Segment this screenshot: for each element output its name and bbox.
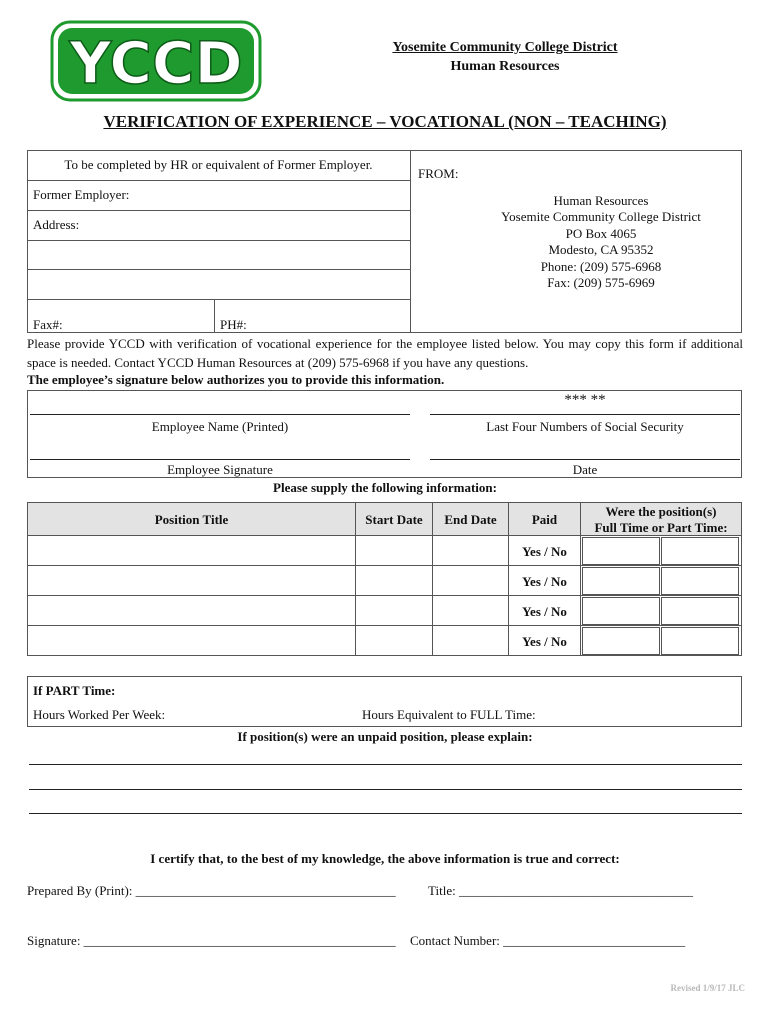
org-name: Yosemite Community College District [392,40,618,55]
row1-pt-box[interactable] [661,537,739,565]
signature-field[interactable]: Signature: ________________________________________________ [27,933,396,948]
from-line: Human Resources [553,193,649,208]
employee-name-label: Employee Name (Printed) [151,419,289,434]
from-address [456,193,746,291]
header-ft-pt-line2: Full Time or Part Time: [594,520,728,535]
address-label[interactable]: Address: [33,217,80,232]
revision-note: Revised 1/9/17 JLC [670,983,745,993]
from-line: PO Box 4065 [565,225,637,241]
row2-paid[interactable]: Yes / No [508,565,581,596]
header-ft-pt [580,502,742,536]
prepared-by-field[interactable]: Prepared By (Print): ________________________________________ [27,883,396,898]
row4-ft-box[interactable] [582,627,660,655]
hours-per-week-label[interactable]: Hours Worked Per Week: [33,707,166,722]
row4-start-date[interactable] [355,625,433,656]
positions-table [27,502,742,657]
hours-equivalent-label[interactable]: Hours Equivalent to FULL Time: [362,707,536,722]
from-line: Phone: (209) 575-6968 [540,258,662,274]
employee-name-line[interactable] [30,414,410,415]
date-label: Date [572,462,598,477]
header-start-date: Start Date [355,502,433,536]
employee-signature-line[interactable] [30,459,410,460]
phone-label[interactable]: PH#: [220,317,247,332]
row2-start-date[interactable] [355,565,433,596]
header-end-date: End Date [432,502,509,536]
row1-ft-box[interactable] [582,537,660,565]
row2-end-date[interactable] [432,565,509,596]
hr-instructions: To be completed by HR or equivalent of Former Employer. [64,157,373,172]
row1-start-date[interactable] [355,535,433,566]
row4-pt-box[interactable] [661,627,739,655]
ssn-label: Last Four Numbers of Social Security [486,419,684,434]
header-ft-pt-line1: Were the position(s) [605,504,717,519]
header-position-title: Position Title [27,502,356,536]
from-line: Yosemite Community College District [501,209,701,225]
hr-block-divider [410,150,411,333]
authorization-text: The employee’s signature below authorizes you to provide this information. [27,372,445,387]
dept-name: Human Resources [450,59,560,74]
from-line: Fax: (209) 575-6969 [547,275,655,291]
address-line-3[interactable] [27,270,410,298]
unpaid-heading: If position(s) were an unpaid position, please explain: [237,729,533,744]
ssn-line[interactable] [430,414,740,415]
ssn-stars: *** ** [564,392,606,408]
row2-ft-box[interactable] [582,567,660,595]
row4-paid[interactable]: Yes / No [508,625,581,656]
row3-paid[interactable]: Yes / No [508,595,581,626]
explain-line-1[interactable] [29,764,742,765]
row2-pt-box[interactable] [661,567,739,595]
former-employer-label[interactable]: Former Employer: [33,187,130,202]
row3-start-date[interactable] [355,595,433,626]
row1-end-date[interactable] [432,535,509,566]
certify-text: I certify that, to the best of my knowledge, the above information is true and correct: [150,851,620,866]
fax-label[interactable]: Fax#: [33,317,63,332]
part-time-heading: If PART Time: [33,683,116,698]
logo-text: YCCD [69,29,243,97]
date-line[interactable] [430,459,740,460]
row3-position-title[interactable] [27,595,356,626]
row1-paid[interactable]: Yes / No [508,535,581,566]
explain-line-3[interactable] [29,813,742,814]
ycc-logo [50,20,262,102]
explain-line-2[interactable] [29,789,742,790]
row3-ft-box[interactable] [582,597,660,625]
from-label: FROM: [418,166,459,181]
row2-position-title[interactable] [27,565,356,596]
header-paid: Paid [508,502,581,536]
intro-text: Please provide YCCD with verification of vocational experience for the employee listed below. You may copy this form if additional space is needed. Contact YCCD Human Resources at (209) 575-6968 if you have any questions. [27,336,743,370]
employee-signature-label: Employee Signature [167,462,273,477]
form-title: VERIFICATION OF EXPERIENCE – VOCATIONAL (NON – TEACHING) [103,112,667,131]
row4-position-title[interactable] [27,625,356,656]
row3-pt-box[interactable] [661,597,739,625]
title-field[interactable]: Title: ____________________________________ [428,883,693,898]
address-line-2[interactable] [27,241,410,269]
contact-number-field[interactable]: Contact Number: ____________________________ [410,933,686,948]
row1-position-title[interactable] [27,535,356,566]
row3-end-date[interactable] [432,595,509,626]
supply-heading: Please supply the following information: [273,480,497,495]
row4-end-date[interactable] [432,625,509,656]
from-line: Modesto, CA 95352 [548,242,654,258]
